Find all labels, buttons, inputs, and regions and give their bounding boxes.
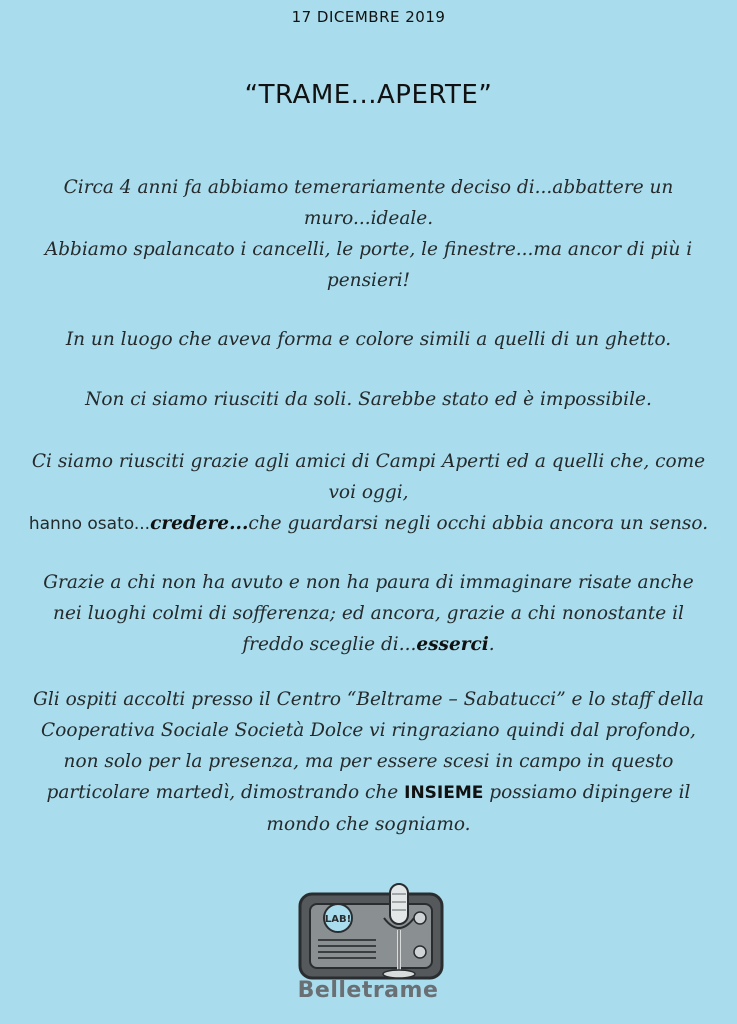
logo-badge-text: LAB! <box>324 914 352 925</box>
belletrame-logo <box>278 878 458 1024</box>
text-line: Grazie a chi non ha avuto e non ha paura di immaginare risate anche <box>43 572 694 593</box>
text-span: . <box>488 634 495 655</box>
text-line: Gli ospiti accolti presso il Centro “Beltrame – Sabatucci” e lo staff della <box>33 689 704 710</box>
paragraph-ghetto <box>6 324 731 355</box>
text-line <box>6 629 731 660</box>
text-line: Cooperativa Sociale Società Dolce vi ringraziano quindi dal profondo, <box>41 720 696 741</box>
logo-wordmark: Belletrame <box>297 978 439 1003</box>
emphasis-insieme: INSIEME <box>404 783 484 803</box>
text-line: nei luoghi colmi di sofferenza; ed ancora, grazie a chi nonostante il <box>53 603 684 624</box>
text-span: freddo sceglie di... <box>242 634 417 655</box>
text-span: particolare martedì, dimostrando che <box>46 782 405 803</box>
text-line <box>6 777 731 809</box>
text-line <box>6 508 731 540</box>
paragraph-thanks-courage <box>6 567 731 660</box>
text-span: che guardarsi negli occhi abbia ancora un senso. <box>248 513 709 534</box>
radio-microphone-icon <box>278 878 458 982</box>
text-span: hanno osato... <box>28 514 151 534</box>
text-line: mondo che sogniamo. <box>266 814 471 835</box>
text-line: Abbiamo spalancato i cancelli, le porte, le finestre...ma ancor di più i <box>44 239 693 260</box>
text-line: Circa 4 anni fa abbiamo temerariamente deciso di...abbattere un <box>63 177 674 198</box>
page-title: “TRAME...APERTE” <box>244 80 493 110</box>
text-line: Non ci siamo riusciti da soli. Sarebbe stato ed è impossibile. <box>85 389 652 410</box>
paragraph-intro <box>6 172 731 296</box>
paragraph-thanks-friends <box>6 446 731 540</box>
emphasis-credere: credere... <box>150 513 249 534</box>
emphasis-esserci: esserci <box>416 634 489 655</box>
date-heading: 17 DICEMBRE 2019 <box>291 8 446 26</box>
text-line: In un luogo che aveva forma e colore simili a quelli di un ghetto. <box>65 329 672 350</box>
text-line: voi oggi, <box>328 482 409 503</box>
paragraph-closing <box>6 684 731 840</box>
text-line: pensieri! <box>326 270 411 291</box>
text-line: muro...ideale. <box>303 208 434 229</box>
text-span: possiamo dipingere il <box>483 782 691 803</box>
text-line: non solo per la presenza, ma per essere scesi in campo in questo <box>63 751 674 772</box>
paragraph-not-alone <box>6 384 731 415</box>
text-line: Ci siamo riusciti grazie agli amici di Campi Aperti ed a quelli che, come <box>31 451 706 472</box>
